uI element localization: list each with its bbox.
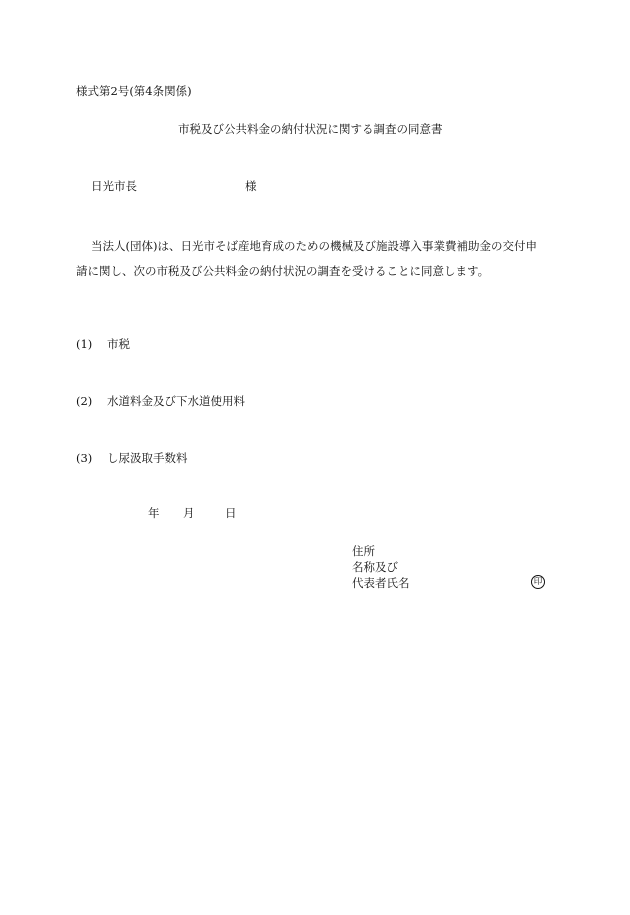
addressee-name: 日光市長 bbox=[91, 179, 137, 193]
list-item-label: 市税 bbox=[107, 337, 130, 351]
date-line bbox=[148, 508, 237, 520]
list-item bbox=[76, 339, 130, 351]
body-text-line-1: 当法人(団体)は、日光市そば産地育成のための機械及び施設導入事業費補助金の交付申 bbox=[91, 239, 537, 253]
date-month-label: 月 bbox=[183, 506, 195, 520]
list-item-label: 水道料金及び下水道使用料 bbox=[107, 394, 245, 408]
list-item bbox=[76, 453, 188, 465]
list-item-number: (1) bbox=[76, 337, 93, 351]
signature-name-label-line-2: 代表者氏名 bbox=[352, 576, 410, 590]
date-day-label: 日 bbox=[225, 506, 237, 520]
list-item-number: (2) bbox=[76, 394, 93, 408]
list-item bbox=[76, 396, 245, 408]
signature-name-label-line-1: 名称及び bbox=[352, 560, 398, 574]
list-item-number: (3) bbox=[76, 451, 93, 465]
seal-mark-icon: 印 bbox=[531, 575, 545, 589]
addressee-honorific: 様 bbox=[245, 179, 257, 193]
signature-address-label: 住所 bbox=[352, 544, 375, 558]
document-title: 市税及び公共料金の納付状況に関する調査の同意書 bbox=[178, 122, 443, 136]
date-year-label: 年 bbox=[148, 506, 160, 520]
addressee-line bbox=[91, 181, 257, 193]
form-number: 様式第2号(第4条関係) bbox=[76, 84, 192, 98]
body-text-line-2: 請に関し、次の市税及び公共料金の納付状況の調査を受けることに同意します。 bbox=[76, 264, 490, 278]
list-item-label: し尿汲取手数料 bbox=[107, 451, 188, 465]
